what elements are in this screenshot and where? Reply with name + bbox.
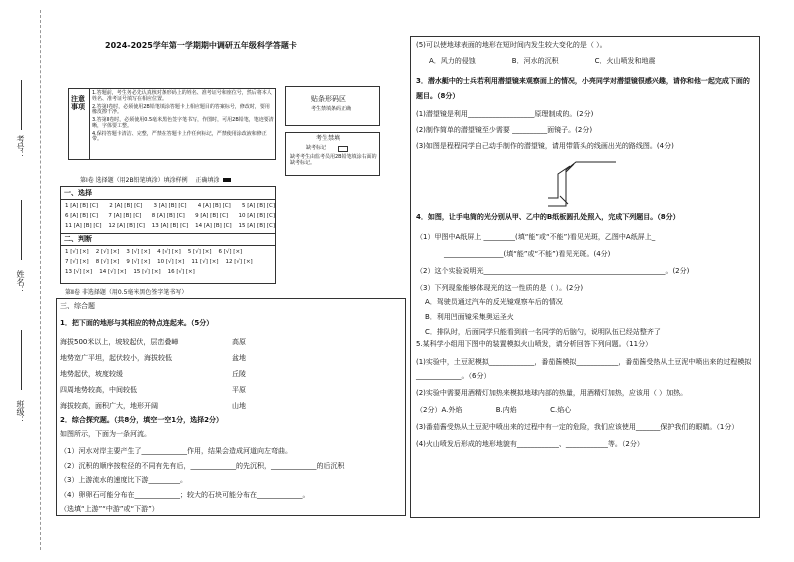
- choice-item[interactable]: 8 [A] [B] [C]: [151, 213, 185, 219]
- choice-item[interactable]: 1 [A] [B] [C]: [65, 203, 98, 209]
- choice-row: [65, 201, 275, 211]
- q1-left-list: [60, 334, 178, 414]
- correct-fill-label: 正确填涂: [195, 177, 220, 184]
- right-answer-box: [410, 36, 760, 518]
- choice-item[interactable]: 6 [A] [B] [C]: [65, 213, 98, 219]
- barcode-subtitle: 考生禁填条码正确: [311, 106, 352, 112]
- note-item: 3.答第Ⅱ卷时，必须使用0.5毫米黑色签字笔书写，作图时，可用2B铅笔，笔迹要清晰，字体要工整。: [92, 117, 274, 129]
- choice-item[interactable]: 11 [A] [B] [C]: [65, 223, 102, 229]
- choice-item[interactable]: 13 [A] [B] [C]: [151, 223, 189, 229]
- absent-line1: 缺考标记: [306, 145, 327, 151]
- choice-item[interactable]: 14 [A] [B] [C]: [195, 223, 232, 229]
- q1-left-item[interactable]: 四周地势较高，中间较低: [60, 386, 137, 394]
- q1-right-item[interactable]: 平原: [232, 386, 246, 394]
- section1-title: 一、选择: [64, 189, 92, 197]
- choice-item[interactable]: 5 [A] [B] [C]: [242, 203, 275, 209]
- objective-section: [60, 186, 276, 284]
- q3-line[interactable]: (1)潜望镜是利用___________________原理制成的。(2分): [416, 110, 594, 118]
- q5-option[interactable]: B．河水的沉积: [511, 57, 559, 65]
- periscope-diagram[interactable]: [546, 158, 626, 208]
- q5b-line[interactable]: (1)实验中，土豆泥模拟_____________，番茄酱模拟____________，番茄酱受热从土豆泥中喷出来的过程模拟_____________。（6分）: [416, 358, 752, 380]
- q1-right-item[interactable]: 高原: [232, 338, 246, 346]
- q1-left-item[interactable]: 地势起伏，坡度较缓: [60, 370, 123, 378]
- judge-item[interactable]: 12 [√] [×]: [225, 259, 253, 265]
- judge-item[interactable]: 2 [√] [×]: [95, 249, 120, 255]
- choice-row: [65, 211, 275, 221]
- judge-item[interactable]: 11 [√] [×]: [191, 259, 219, 265]
- section2-title: 二、判断: [64, 235, 92, 243]
- section3-title: 三、综合题: [60, 302, 95, 310]
- q4-option[interactable]: C．排队时，后面同学只能看到前一名同学的后脑勺，说明队伍已经站整齐了: [425, 328, 661, 336]
- absent-mark[interactable]: [338, 146, 348, 152]
- choice-grid: [65, 201, 275, 231]
- judge-row: [65, 247, 273, 257]
- choice-item[interactable]: 9 [A] [B] [C]: [195, 213, 229, 219]
- q2-line[interactable]: （1）河水对岸主要产生了_____________作用，结果会造成河道向左弯曲。: [60, 447, 292, 455]
- absent-title: 考生禁填: [316, 135, 341, 142]
- judge-item[interactable]: 13 [√] [×]: [65, 269, 93, 275]
- q2-line: （选填“上游”“中游”或“下游”）: [60, 505, 159, 513]
- judge-row: [65, 257, 273, 267]
- q1-right-list: [232, 334, 246, 414]
- choice-item[interactable]: 12 [A] [B] [C]: [108, 223, 145, 229]
- q3-lines: [416, 106, 674, 154]
- note-item: 4.保持答题卡清洁、完整，严禁在答题卡上作任何标记，严禁使用涂改液和修正带。: [92, 130, 267, 143]
- q3-line[interactable]: (3)如图是程程同学自己动手制作的潜望镜，请用带箭头的线画出光的路线图。(4分): [416, 142, 674, 150]
- q1-left-item[interactable]: 地势宽广平坦，起伏较小，海拔较低: [60, 354, 172, 362]
- judge-item[interactable]: 4 [√] [×]: [157, 249, 181, 255]
- q5b-title: 5.某科学小组用下图中的装置模拟火山喷发，请分析回答下列问题。（11分）: [416, 340, 653, 348]
- notes-list: [92, 91, 274, 143]
- part1-header-text: 第Ⅰ卷 选择题（用2B铅笔填涂）填涂样例: [80, 177, 188, 184]
- part2-header: 第Ⅱ卷 非选择题（用0.5毫米黑色签字笔书写）: [65, 289, 188, 296]
- choice-item[interactable]: 3 [A] [B] [C]: [153, 203, 187, 209]
- q5-option[interactable]: A．风力的侵蚀: [429, 57, 476, 65]
- judge-item[interactable]: 3 [√] [×]: [126, 249, 151, 255]
- q1-left-item[interactable]: 海拔较高，面积广大，地形开阔: [60, 402, 158, 410]
- dashed-cut-line: [40, 10, 41, 550]
- choice-item[interactable]: 2 [A] [B] [C]: [109, 203, 143, 209]
- q5b-line[interactable]: (2)实验中需要用酒精灯加热来模拟地球内部的热量，用酒精灯加热，应该用（ ）加热。: [416, 389, 688, 397]
- kaohao-label: 考号：: [16, 135, 25, 159]
- q2-intro: 如图所示，下面为一条河流。: [60, 430, 151, 438]
- banji-field[interactable]: [21, 330, 22, 390]
- notes-label: 注意事项: [71, 95, 85, 112]
- kaohao-field[interactable]: [21, 80, 22, 130]
- judge-item[interactable]: 7 [√] [×]: [65, 259, 89, 265]
- q4-line[interactable]: （2）这个实验说明光____________________________________________________。(2分): [416, 267, 690, 275]
- judge-grid: [65, 247, 273, 277]
- judge-item[interactable]: 6 [√] [×]: [218, 249, 243, 255]
- banji-label: 班级：: [16, 400, 25, 424]
- note-item: 1.答题前，考生务必先认真核对条形码上的姓名、准考证号和座位号，然后将本人姓名、准考证号填写在相应位置。: [92, 90, 272, 102]
- q5-options: [429, 57, 656, 65]
- binding-margin: [0, 0, 60, 562]
- q4-option[interactable]: A．驾驶员通过汽车的反光镜观察车后的情况: [425, 298, 563, 306]
- q1-title: 1．把下面的地形与其相应的特点连起来。（5分）: [60, 319, 214, 327]
- q2-line[interactable]: （2）沉积的顺序按粒径的不同有先有后，_____________的先沉积，_____________的后沉积: [60, 461, 345, 470]
- q5b-lines: [416, 355, 754, 451]
- xingming-field[interactable]: [21, 200, 22, 260]
- q1-right-item[interactable]: 丘陵: [232, 370, 246, 378]
- xingming-label: 姓名：: [16, 270, 25, 294]
- q4-line[interactable]: _________________(填“能”或“不能”)看见光斑。(4分): [444, 250, 611, 258]
- judge-item[interactable]: 14 [√] [×]: [99, 269, 127, 275]
- q1-right-item[interactable]: 盆地: [232, 354, 246, 362]
- choice-item[interactable]: 7 [A] [B] [C]: [108, 213, 142, 219]
- q5b-line[interactable]: （2分）A.外焰 B.内焰 C.焰心: [416, 406, 572, 414]
- notes-box: [68, 88, 276, 160]
- choice-item[interactable]: 4 [A] [B] [C]: [197, 203, 231, 209]
- judge-item[interactable]: 10 [√] [×]: [157, 259, 185, 265]
- part1-header: [80, 178, 231, 185]
- q3-line[interactable]: (2)制作简单的潜望镜至少需要 __________面镜子。(2分): [416, 126, 593, 134]
- q2-title: 2．综合探究题。（共8分，填空一空1分，选择2分）: [60, 416, 223, 424]
- comprehensive-section: [56, 298, 406, 516]
- judge-item[interactable]: 9 [√] [×]: [126, 259, 151, 265]
- q1-right-item[interactable]: 山地: [232, 402, 246, 410]
- q3-title: 3．潜水艇中的士兵若利用潜望镜来观察面上的情况，小亮同学对潜望镜很感兴趣，请你和他一起完成下面的题目。（8分）: [416, 77, 750, 100]
- barcode-title: 贴条形码区: [311, 95, 346, 103]
- q5-stem[interactable]: (5)可以使地球表面的地形在短时间内发生较大变化的是（ ）。: [416, 41, 607, 49]
- absent-box: [285, 132, 380, 176]
- q4-option[interactable]: B．利用凹面镜采集奥运圣火: [425, 313, 514, 321]
- q4-lines: [416, 229, 689, 297]
- judge-row: [65, 267, 273, 277]
- page-title: 2024-2025学年第一学期期中调研五年级科学答题卡: [105, 41, 297, 50]
- q2-lines: [60, 444, 344, 517]
- judge-item[interactable]: 16 [√] [×]: [167, 269, 195, 275]
- choice-row: [65, 221, 275, 231]
- judge-item[interactable]: 1 [√] [×]: [65, 249, 89, 255]
- judge-item[interactable]: 5 [√] [×]: [187, 249, 212, 255]
- choice-item[interactable]: 10 [A] [B] [C]: [238, 213, 275, 219]
- q4-options: [425, 295, 661, 340]
- q5b-line[interactable]: (3)番茄酱受热从土豆泥中喷出来的过程中有一定的危险，我们应该使用_______保护我们的眼睛。（1分）: [416, 423, 739, 431]
- q4-title: 4．如图，让手电筒的光分别从甲、乙中的B纸板圆孔处照入，完成下列题目。（8分）: [416, 213, 680, 221]
- barcode-area: [285, 86, 380, 126]
- q5b-line[interactable]: (4)火山喷发后形成的地形地貌有____________、____________等。（2分）: [416, 440, 644, 448]
- judge-item[interactable]: 15 [√] [×]: [133, 269, 161, 275]
- q2-line[interactable]: （4）卵卵石可能分布在_____________；较大的石块可能分布在_____________。: [60, 490, 310, 499]
- q4-line[interactable]: （1）甲图中A纸屏上 _________(填“能”或“不能”)看见光斑，乙图中A纸屏上_: [416, 233, 656, 241]
- q2-line[interactable]: （3）上游流水的速度比下游_________。: [60, 476, 187, 484]
- q5-option[interactable]: C．火山喷发和地震: [594, 57, 656, 65]
- q1-left-item[interactable]: 海拔500米以上，坡较起伏，层峦叠嶂: [60, 338, 179, 346]
- judge-item[interactable]: 8 [√] [×]: [95, 259, 120, 265]
- note-item: 2.答第Ⅰ卷时，必须使用2B铅笔填涂答题卡上相应题目的答案标号，修改时，要用橡皮擦干净。: [92, 103, 270, 116]
- fill-sample: [223, 178, 231, 182]
- absent-line2: 缺考考生由监考员用2B铅笔填涂右面的缺考标记。: [290, 154, 377, 166]
- choice-item[interactable]: 15 [A] [B] [C]: [238, 223, 275, 229]
- q4-line[interactable]: （3）下列现象能够体现光的这一性质的是（ ）。(2分): [416, 284, 584, 292]
